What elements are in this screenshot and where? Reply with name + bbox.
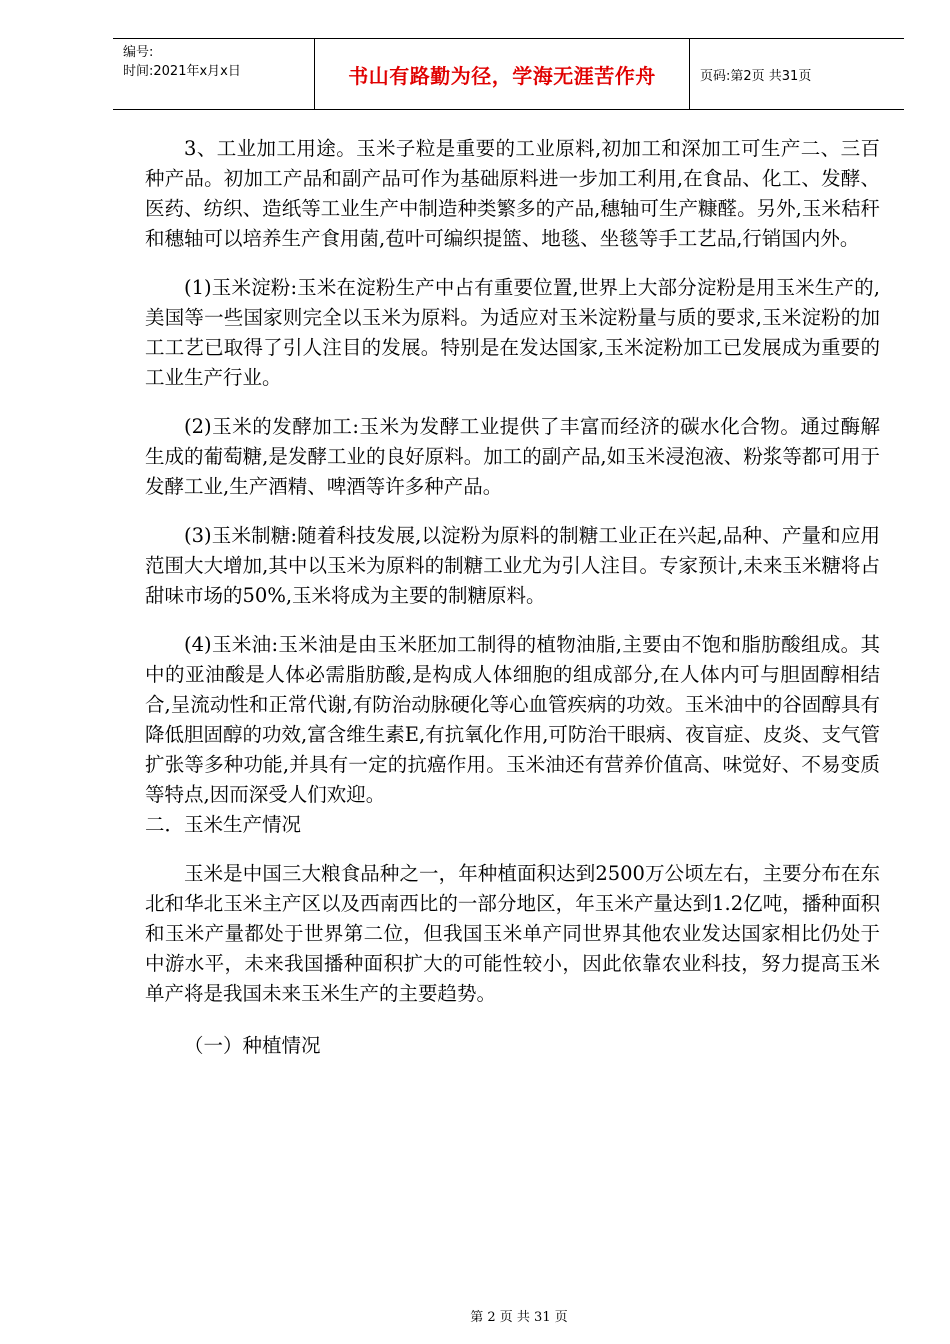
page-footer: 第 2 页 共 31 页 [470,1310,568,1325]
paragraph-corn-starch: (1)玉米淀粉:玉米在淀粉生产中占有重要位置,世界上大部分淀粉是用玉米生产的,美国等一些国家则完全以玉米为原料。为适应对玉米淀粉量与质的要求,玉米淀粉的加工工艺已取得了引人注目的发展。特别是在发达国家,玉米淀粉加工已发展成为重要的工业生产行业。 [145,276,880,389]
paragraph-production: 玉米是中国三大粮食品种之一，年种植面积达到2500万公顷左右，主要分布在东北和华北玉米主产区以及西南西比的一部分地区，年玉米产量达到1.2亿吨，播种面积和玉米产量都处于世界第二位，但我国玉米单产同世界其他农业发达国家相比仍处于中游水平，未来我国播种面积扩大的可能性较小，因此依靠农业科技，努力提高玉米单产将是我国未来玉米生产的主要趋势。 [145,862,880,1005]
paragraph-industrial-use: 3、工业加工用途。玉米子粒是重要的工业原料,初加工和深加工可生产二、三百种产品。初加工产品和副产品可作为基础原料进一步加工利用,在食品、化工、发酵、医药、纺织、造纸等工业生产中制造种类繁多的产品,穗轴可生产糠醛。另外,玉米秸秆和穗轴可以培养生产食用菌,苞叶可编织提篮、地毯、坐毯等手工艺品,行销国内外。 [145,137,880,250]
header-meta [113,39,315,109]
paragraph-fermentation: (2)玉米的发酵加工:玉米为发酵工业提供了丰富而经济的碳水化合物。通过酶解生成的葡萄糖,是发酵工业的良好原料。加工的副产品,如玉米浸泡液、粉浆等都可用于发酵工业,生产酒精、啤酒等许多种产品。 [145,415,880,498]
page-header [113,38,904,110]
header-page-code: 页码:第2页 共31页 [700,68,812,84]
paragraph-corn-oil: (4)玉米油:玉米油是由玉米胚加工制得的植物油脂,主要由不饱和脂肪酸组成。其中的亚油酸是人体必需脂肪酸,是构成人体细胞的组成部分,在人体内可与胆固醇相结合,呈流动性和正常代谢,有防治动脉硬化等心血管疾病的功效。玉米油中的谷固醇具有降低胆固醇的功效,富含维生素E,有抗氧化作用,可防治干眼病、夜盲症、皮炎、支气管扩张等多种功能,并具有一定的抗癌作用。玉米油还有营养价值高、味觉好、不易变质等特点,因而深受人们欢迎。 [145,633,880,806]
subheading-planting: （一）种植情况 [184,1034,321,1057]
document-time-label: 时间:2021年x月x日 [123,64,241,79]
document-body [145,134,880,1061]
document-number-label: 编号: [123,45,154,60]
header-motto: 书山有路勤为径，学海无涯苦作舟 [315,39,690,109]
paragraph-sugar: (3)玉米制糖:随着科技发展,以淀粉为原料的制糖工业正在兴起,品种、产量和应用范围大大增加,其中以玉米为原料的制糖工业尤为引人注目。专家预计,未来玉米糖将占甜味市场的50%,玉米将成为主要的制糖原料。 [145,524,880,607]
section-heading: 二．玉米生产情况 [145,813,302,836]
